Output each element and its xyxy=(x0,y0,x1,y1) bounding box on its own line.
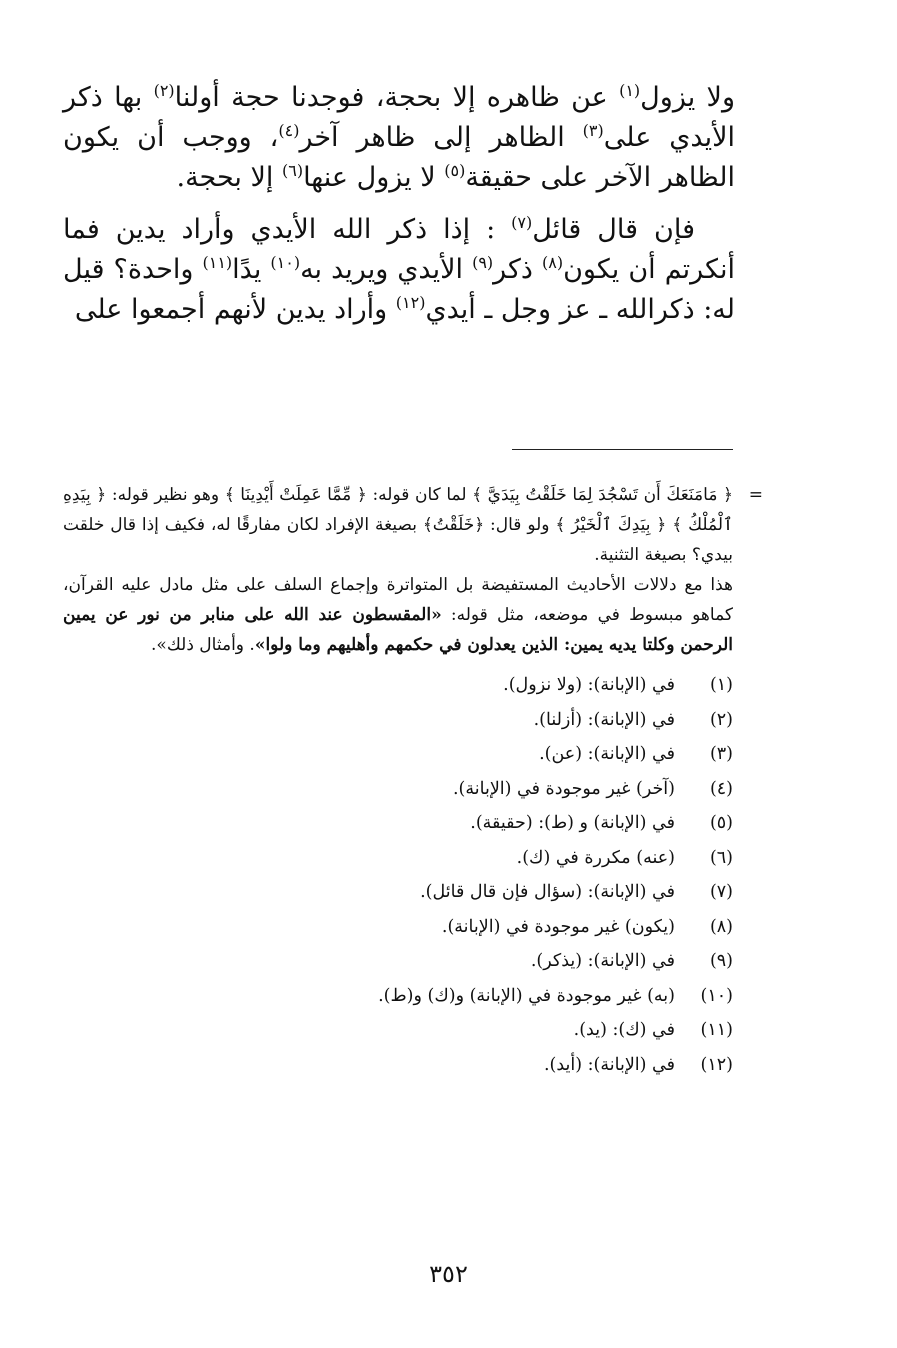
footnote-ref: (٥) xyxy=(444,161,466,180)
text-span: بصيغة الإفراد لكان مفارقًا له، فكيف إذا قال خلقت بيدي؟ بصيغة التثنية. xyxy=(63,515,733,565)
text-span: الأيدي ويريد به xyxy=(300,254,473,285)
footnote-separator xyxy=(512,449,733,450)
continuation-marker: = xyxy=(748,485,763,505)
text-span: ولو قال: xyxy=(484,515,556,535)
footnote-number: (١٢) xyxy=(700,1054,733,1075)
footnote-ref: (٣) xyxy=(582,121,604,140)
hadith-quote: «المقسطون عند الله على منابر من نور عن يمين الرحمن وكلتا يديه يمين: الذين يعدلون في حكمهم وأهليهم وما ولوا» xyxy=(63,605,733,655)
footnote-number: (٤) xyxy=(709,778,733,799)
footnotes-section xyxy=(63,480,763,1082)
main-paragraph-1 xyxy=(63,78,735,198)
text-span: لا يزول عنها xyxy=(303,162,445,193)
text-span: بها ذكر الأيدي على xyxy=(63,82,735,153)
text-span: وأراد يدين لأنهم أجمعوا على xyxy=(74,294,396,325)
footnote-number: (٧) xyxy=(709,882,733,902)
footnote-number: (١٠) xyxy=(700,985,733,1006)
footnote-text: في (الإبانة): (عن). xyxy=(539,744,675,764)
footnote-ref: (١٠) xyxy=(270,253,301,272)
footnote-ref: (٢) xyxy=(153,81,175,100)
page-number: ٣٥٢ xyxy=(429,1260,468,1288)
footnote-number: (٨) xyxy=(709,916,733,937)
footnote-ref: (١١) xyxy=(202,253,233,272)
footnote-number: (٩) xyxy=(709,951,733,971)
footnote-item xyxy=(63,944,733,979)
footnote-text: في (الإبانة): (أزلنا). xyxy=(533,709,675,730)
footnote-item xyxy=(63,806,733,841)
continuation-paragraph-1 xyxy=(63,480,733,570)
footnote-ref: (١٢) xyxy=(395,293,426,312)
text-span: فإن قال قائل xyxy=(532,214,695,245)
text-span: واحدة؟ قيل له: ذكرالله ـ عز وجل ـ أيدي xyxy=(63,254,735,325)
footnote-number: (١) xyxy=(709,675,733,695)
continuation-paragraph-2 xyxy=(63,570,733,660)
footnote-number: (٥) xyxy=(709,813,733,833)
footnote-item xyxy=(63,979,733,1014)
text-span: ذكر xyxy=(493,254,542,285)
footnote-list xyxy=(63,668,733,1082)
footnote-text: (به) غير موجودة في (الإبانة) و(ك) و(ط). xyxy=(378,985,675,1006)
quran-quote: ﴿ مِّمَّا عَمِلَتْ أَيْدِينَا ﴾ xyxy=(224,485,367,505)
footnote-number: (١١) xyxy=(700,1020,733,1040)
quran-quote: ﴿خَلَقْتُ﴾ xyxy=(422,515,485,535)
footnote-text: في (الإبانة): (أيد). xyxy=(543,1054,675,1075)
footnote-item xyxy=(63,772,733,807)
quran-quote: ﴿ مَامَنَعَكَ أَن تَسْجُدَ لِمَا خَلَقْتُ بِيَدَيَّ ﴾ xyxy=(472,485,733,505)
text-span: يدًا xyxy=(232,254,271,285)
footnote-number: (٦) xyxy=(709,847,733,868)
footnote-item xyxy=(63,668,733,703)
footnote-item xyxy=(63,703,733,738)
footnote-text: في (الإبانة): (ولا نزول). xyxy=(503,675,675,695)
text-span: هذا مع دلالات الأحاديث المستفيضة بل المتواترة وإجماع السلف على مثل مادل عليه القرآن، كماهو مبسوط في موضعه، مثل قوله: xyxy=(63,575,734,625)
footnote-number: (٢) xyxy=(709,709,733,730)
footnote-item xyxy=(63,1048,733,1083)
quran-quote: ﴿ بِيَدِهِ ٱلْمُلْكُ ﴾ xyxy=(63,485,734,535)
footnote-ref: (٤) xyxy=(278,121,300,140)
footnote-ref: (١) xyxy=(619,81,641,100)
text-span: عن ظاهره إلا بحجة، فوجدنا حجة أولنا xyxy=(174,82,620,113)
footnote-item xyxy=(63,910,733,945)
footnote-text: (آخر) غير موجودة في (الإبانة). xyxy=(452,778,675,799)
footnote-text: (يكون) غير موجودة في (الإبانة). xyxy=(441,916,675,937)
footnote-text: في (الإبانة): (سؤال فإن قال قائل). xyxy=(420,882,675,902)
footnote-item xyxy=(63,875,733,910)
main-text xyxy=(63,78,735,330)
text-span: ولا يزول xyxy=(640,82,735,113)
main-paragraph-2 xyxy=(63,210,735,330)
text-span: ، ووجب أن يكون الظاهر الآخر على حقيقة xyxy=(63,122,735,193)
text-span: . وأمثال ذلك». xyxy=(151,635,255,655)
footnote-text: في (الإبانة): (يذكر). xyxy=(530,951,675,971)
footnote-item xyxy=(63,737,733,772)
text-span: الظاهر إلى ظاهر آخر xyxy=(299,122,583,153)
footnote-number: (٣) xyxy=(709,744,733,764)
text-span: : إذا ذكر الله الأيدي وأراد يدين فما أنكرتم أن يكون xyxy=(63,214,735,285)
footnote-ref: (٦) xyxy=(281,161,304,180)
text-span: لما كان قوله: xyxy=(366,485,473,505)
quran-quote: ﴿ بِيَدِكَ ٱلْخَيْرُ ﴾ xyxy=(555,515,667,535)
footnote-continuation xyxy=(63,480,763,660)
text-span: وهو نظير قوله: xyxy=(106,485,225,505)
footnote-item xyxy=(63,1013,733,1048)
footnote-ref: (٨) xyxy=(541,253,564,272)
footnote-text: في (الإبانة) و (ط): (حقيقة). xyxy=(470,813,675,833)
footnote-ref: (٩) xyxy=(472,253,494,272)
footnote-item xyxy=(63,841,733,876)
footnote-ref: (٧) xyxy=(511,213,533,232)
text-span: إلا بحجة. xyxy=(176,162,282,193)
footnote-text: في (ك): (يد). xyxy=(573,1020,675,1040)
footnote-text: (عنه) مكررة في (ك). xyxy=(516,847,675,868)
